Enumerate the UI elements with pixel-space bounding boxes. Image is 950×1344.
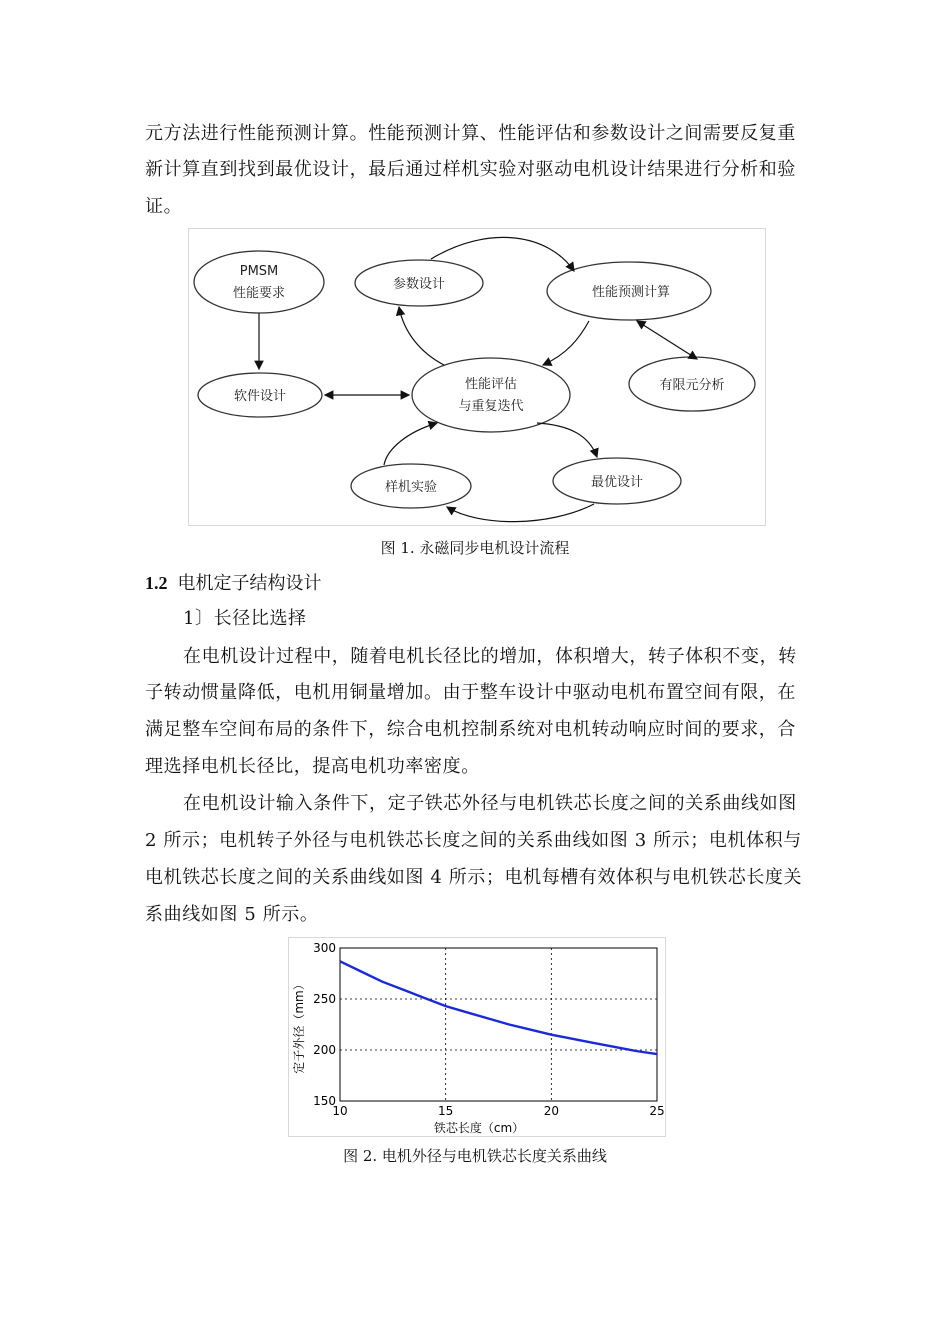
y-tick-label: 200 xyxy=(313,1043,336,1057)
flow-diagram-svg xyxy=(189,229,765,525)
node-label-eval-1: 性能评估 xyxy=(464,377,518,392)
y-tick-label: 150 xyxy=(313,1094,336,1108)
node-label-pmsm-2: 性能要求 xyxy=(232,286,286,301)
para2-line-2: 子转动惯量降低，电机用铜量增加。由于整车设计中驱动电机布置空间有限，在 xyxy=(145,682,796,703)
arrow-predict-fea xyxy=(637,321,697,359)
x-axis-label: 铁芯长度（cm） xyxy=(433,1121,525,1135)
node-label-optimal: 最优设计 xyxy=(590,475,644,490)
figure-1-flow-diagram xyxy=(188,228,766,526)
node-pmsm xyxy=(194,251,324,313)
y-tick-label: 250 xyxy=(313,992,336,1006)
y-tick-label: 300 xyxy=(313,941,336,955)
node-label-prototype: 样机实验 xyxy=(384,480,438,495)
section-number: 1.2 xyxy=(145,573,168,593)
arrow-eval-to-param xyxy=(399,307,444,365)
para3-line-1: 在电机设计输入条件下，定子铁芯外径与电机铁芯长度之间的关系曲线如图 xyxy=(183,793,797,814)
x-tick-label: 10 xyxy=(332,1104,348,1118)
node-label-software: 软件设计 xyxy=(233,389,287,404)
plot-area xyxy=(340,948,657,1101)
para1-line-2: 新计算直到找到最优设计，最后通过样机实验对驱动电机设计结果进行分析和验 xyxy=(145,159,796,180)
chart-svg xyxy=(289,938,665,1136)
section-heading xyxy=(145,569,322,595)
arrow-eval-to-optimal xyxy=(537,423,597,457)
para2-line-3: 满足整车空间布局的条件下，综合电机控制系统对电机转动响应时间的要求，合 xyxy=(145,719,796,740)
node-label-eval-2: 与重复迭代 xyxy=(458,399,524,414)
node-label-pmsm-1: PMSM xyxy=(239,264,279,279)
subsection-1: 1〕长径比选择 xyxy=(183,608,307,629)
para2-line-1: 在电机设计过程中，随着电机长径比的增加，体积增大，转子体积不变，转 xyxy=(183,646,797,667)
para3-line-2: 2 所示；电机转子外径与电机铁芯长度之间的关系曲线如图 3 所示；电机体积与 xyxy=(145,830,802,851)
arrow-predict-to-eval xyxy=(543,321,589,365)
x-tick-label: 20 xyxy=(543,1104,559,1118)
figure-2-caption: 图 2. 电机外径与电机铁芯长度关系曲线 xyxy=(343,1147,607,1165)
figure-2-chart xyxy=(288,937,666,1137)
para3-line-3: 电机铁芯长度之间的关系曲线如图 4 所示；电机每槽有效体积与电机铁芯长度关 xyxy=(145,867,803,888)
section-title: 电机定子结构设计 xyxy=(177,573,322,594)
node-label-fea: 有限元分析 xyxy=(659,378,725,393)
para1-line-3: 证。 xyxy=(145,196,183,217)
node-label-param: 参数设计 xyxy=(392,277,446,292)
node-label-predict: 性能预测计算 xyxy=(591,285,671,300)
para3-line-4: 系曲线如图 5 所示。 xyxy=(145,904,319,925)
arrow-optimal-to-prototype xyxy=(447,504,594,522)
figure-1-caption: 图 1. 永磁同步电机设计流程 xyxy=(380,539,570,557)
node-evaluation-iteration xyxy=(412,358,570,432)
arrow-prototype-to-eval xyxy=(384,423,437,465)
para2-line-4: 理选择电机长径比，提高电机功率密度。 xyxy=(145,756,480,777)
y-axis-label: 定子外径（mm） xyxy=(292,978,306,1074)
x-tick-label: 25 xyxy=(649,1104,665,1118)
x-tick-label: 15 xyxy=(438,1104,454,1118)
para1-line-1: 元方法进行性能预测计算。性能预测计算、性能评估和参数设计之间需要反复重 xyxy=(145,123,796,144)
